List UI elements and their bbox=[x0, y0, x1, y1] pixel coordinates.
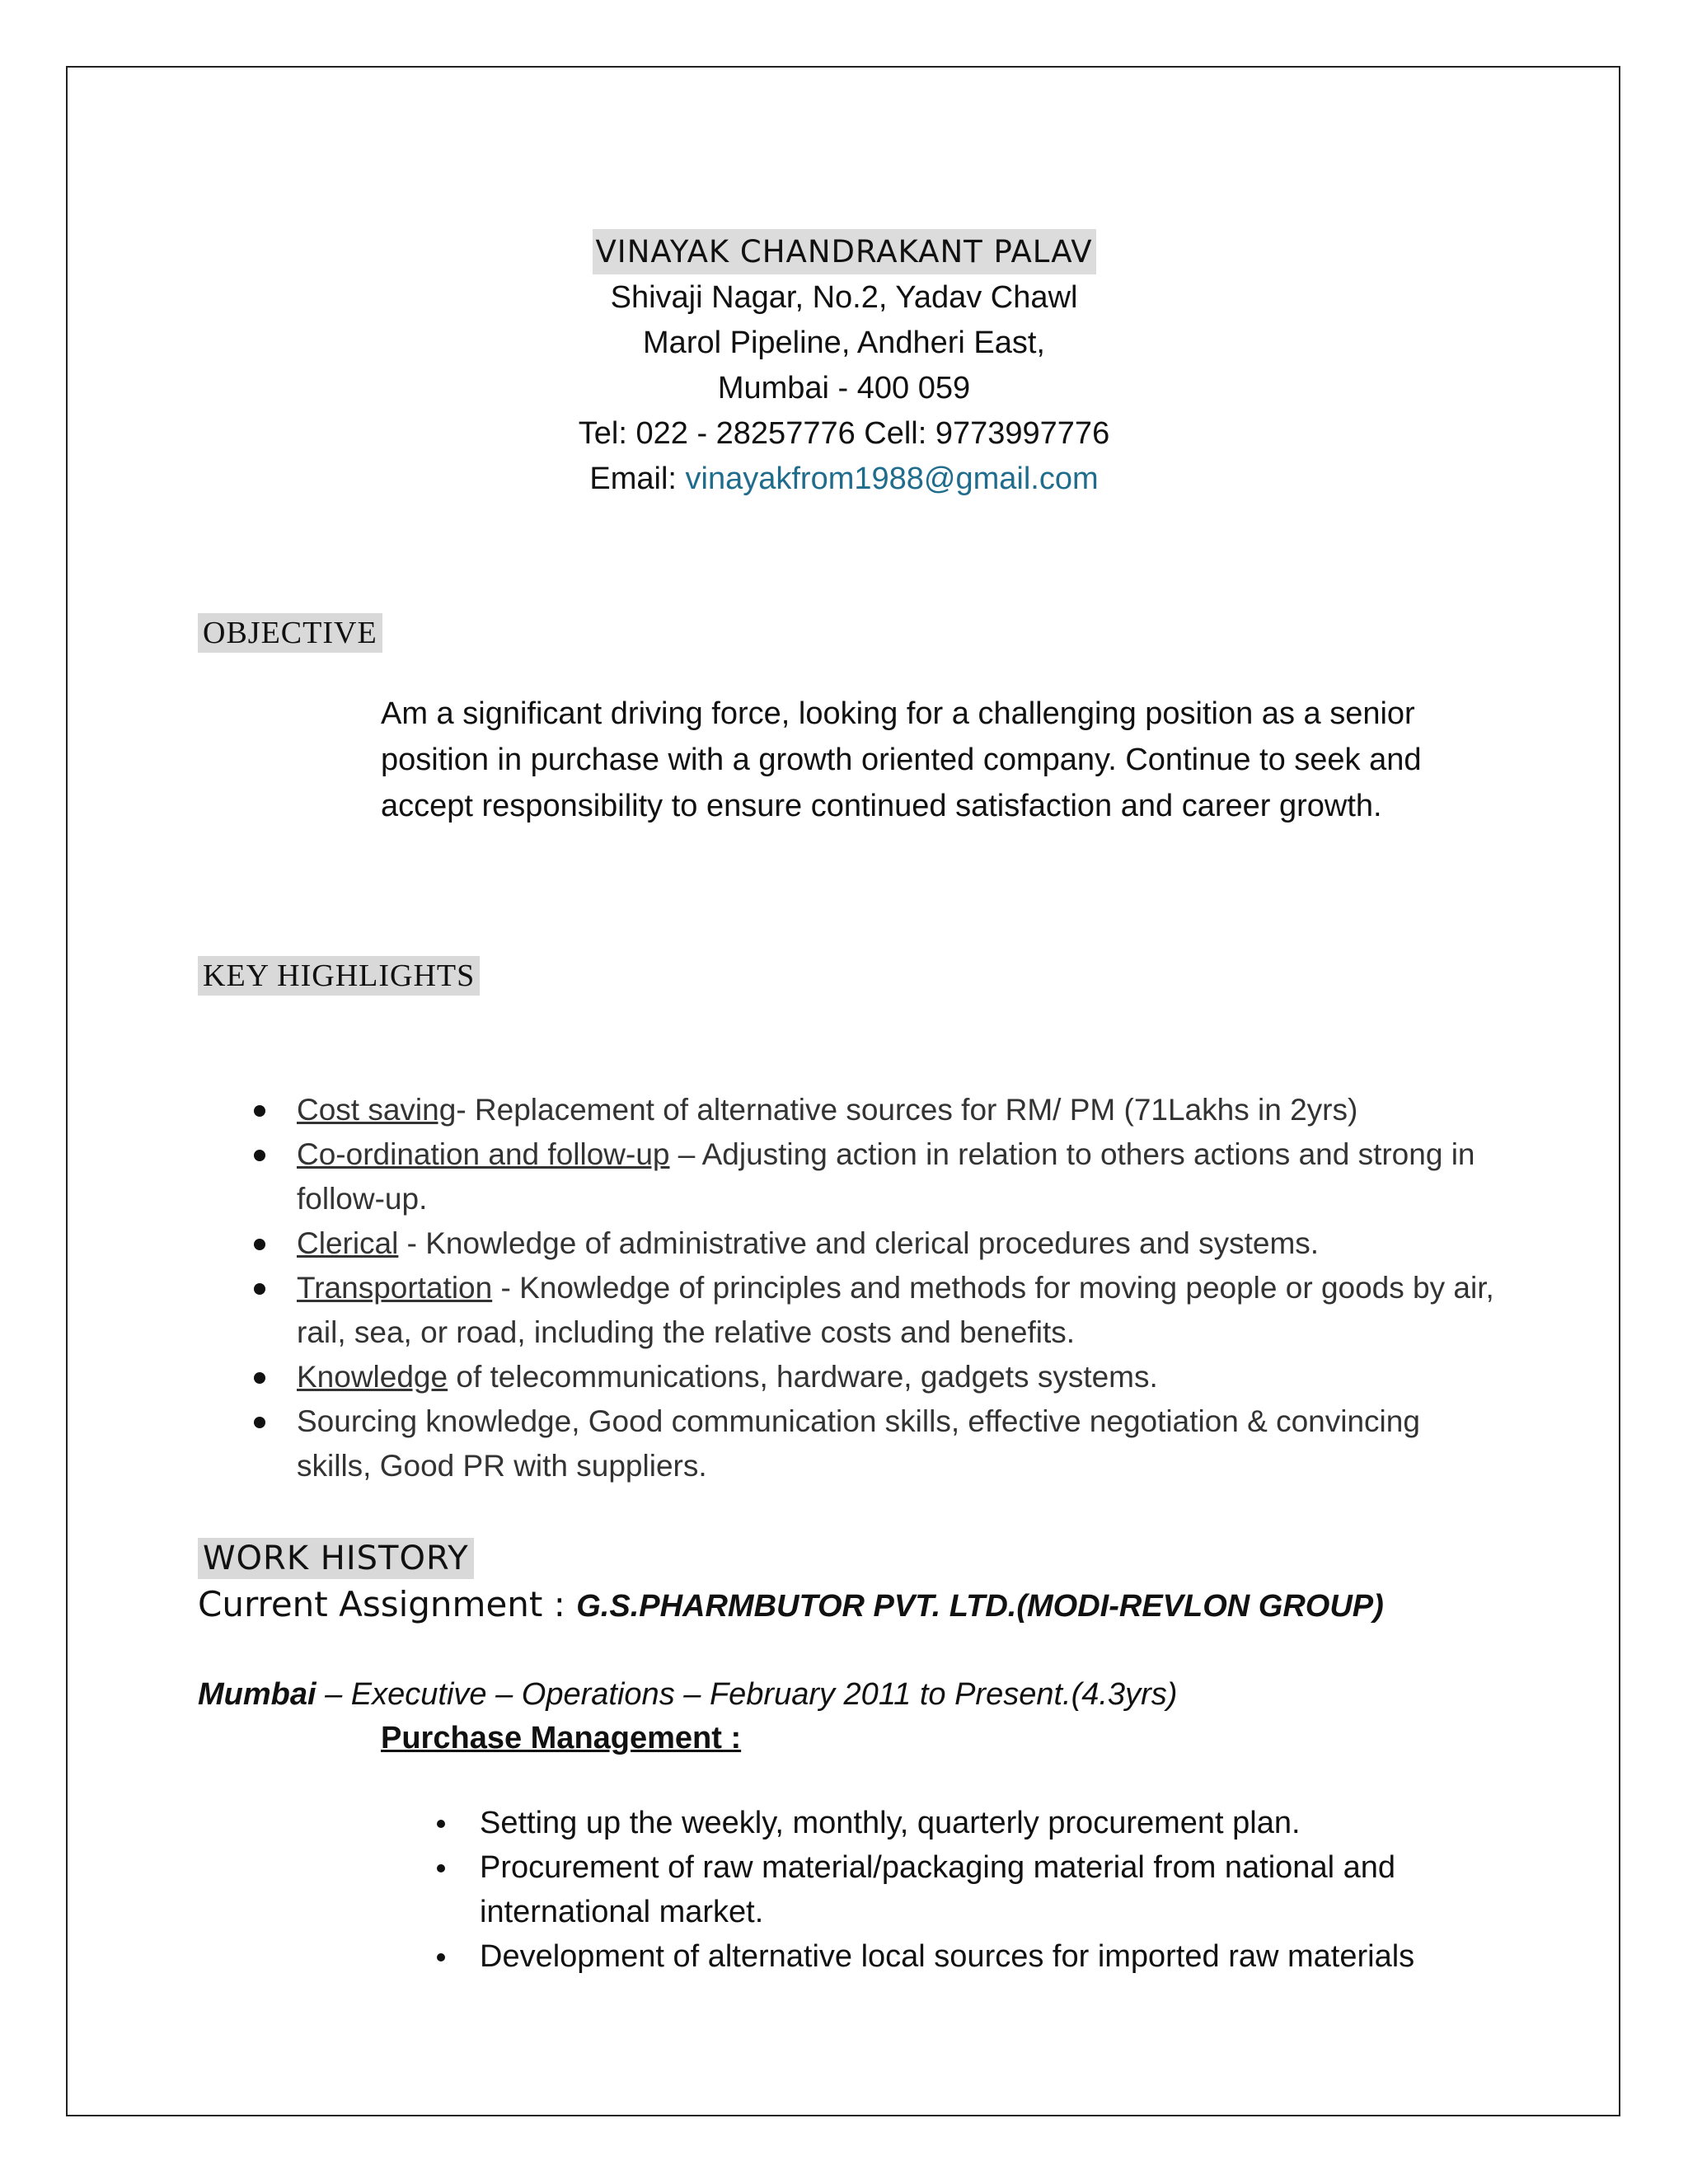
objective-text: Am a significant driving force, looking for a challenging position as a senior position in purchase with a growth oriented company. Continue to seek and accept responsibility to ensure continued satisfaction and career growth. bbox=[381, 696, 1422, 823]
address-line-1: Shivaji Nagar, No.2, Yadav Chawl bbox=[610, 280, 1078, 315]
phone-line: Tel: 022 - 28257776 Cell: 9773997776 bbox=[578, 416, 1110, 451]
highlights-title: KEY HIGHLIGHTS bbox=[198, 956, 480, 996]
bullet-icon bbox=[437, 1820, 445, 1828]
highlight-text: - Knowledge of principles and methods for moving people or goods by air, rail, sea, or road, including the relative costs and benefits. bbox=[297, 1271, 1494, 1349]
current-assignment bbox=[198, 1584, 1384, 1624]
assignment-label: Current Assignment : bbox=[198, 1584, 577, 1624]
highlight-term: Clerical bbox=[297, 1226, 399, 1260]
highlights-list bbox=[297, 1088, 1500, 1488]
work-history-title: WORK HISTORY bbox=[198, 1538, 474, 1579]
highlight-term: Knowledge bbox=[297, 1360, 448, 1394]
company-name: G.S.PHARMBUTOR PVT. LTD.(MODI-REVLON GROUP) bbox=[576, 1589, 1384, 1624]
list-item bbox=[297, 1399, 1500, 1488]
bullet-icon bbox=[437, 1953, 445, 1961]
contact-header bbox=[0, 229, 1688, 502]
highlight-text: – Adjusting action in relation to others actions and strong in follow-up. bbox=[297, 1137, 1475, 1216]
role-details: – Executive – Operations – February 2011 to Present.(4.3yrs) bbox=[316, 1677, 1178, 1712]
bullet-icon bbox=[254, 1150, 265, 1161]
purchase-management-heading: Purchase Management : bbox=[381, 1721, 742, 1755]
highlight-text: Sourcing knowledge, Good communication skills, effective negotiation & convincing skills, Good PR with suppliers. bbox=[297, 1404, 1420, 1483]
role-line bbox=[198, 1677, 1177, 1713]
list-item bbox=[297, 1088, 1500, 1132]
bullet-icon bbox=[254, 1417, 265, 1428]
duty-text: Setting up the weekly, monthly, quarterly procurement plan. bbox=[480, 1806, 1301, 1840]
highlight-text: - Knowledge of administrative and clerical procedures and systems. bbox=[398, 1226, 1320, 1260]
duty-text: Development of alternative local sources for imported raw materials bbox=[480, 1939, 1415, 1974]
email-line bbox=[0, 457, 1688, 502]
list-item bbox=[297, 1266, 1500, 1355]
duty-text: Procurement of raw material/packaging material from national and international market. bbox=[480, 1850, 1395, 1929]
address-line-3: Mumbai - 400 059 bbox=[717, 371, 971, 405]
email-label: Email: bbox=[589, 462, 686, 496]
list-item bbox=[297, 1221, 1500, 1266]
list-item bbox=[480, 1934, 1518, 1979]
candidate-name: VINAYAK CHANDRAKANT PALAV bbox=[593, 229, 1096, 274]
highlight-term: Cost saving bbox=[297, 1093, 457, 1127]
location: Mumbai bbox=[198, 1677, 316, 1712]
objective-title: OBJECTIVE bbox=[198, 613, 382, 653]
bullet-icon bbox=[254, 1105, 265, 1117]
list-item bbox=[297, 1355, 1500, 1399]
list-item bbox=[297, 1132, 1500, 1221]
list-item bbox=[480, 1801, 1518, 1845]
highlight-term: Co-ordination and follow-up bbox=[297, 1137, 670, 1171]
highlight-text: - Replacement of alternative sources for RM/ PM (71Lakhs in 2yrs) bbox=[456, 1093, 1358, 1127]
bullet-icon bbox=[254, 1283, 265, 1295]
bullet-icon bbox=[254, 1239, 265, 1250]
email-link[interactable]: vinayakfrom1988@gmail.com bbox=[685, 462, 1099, 496]
highlight-term: Transportation bbox=[297, 1271, 493, 1305]
duties-list bbox=[480, 1801, 1518, 1979]
bullet-icon bbox=[437, 1864, 445, 1872]
highlight-text: of telecommunications, hardware, gadgets systems. bbox=[448, 1360, 1158, 1394]
bullet-icon bbox=[254, 1372, 265, 1384]
list-item bbox=[480, 1845, 1518, 1934]
address-line-2: Marol Pipeline, Andheri East, bbox=[643, 326, 1045, 360]
